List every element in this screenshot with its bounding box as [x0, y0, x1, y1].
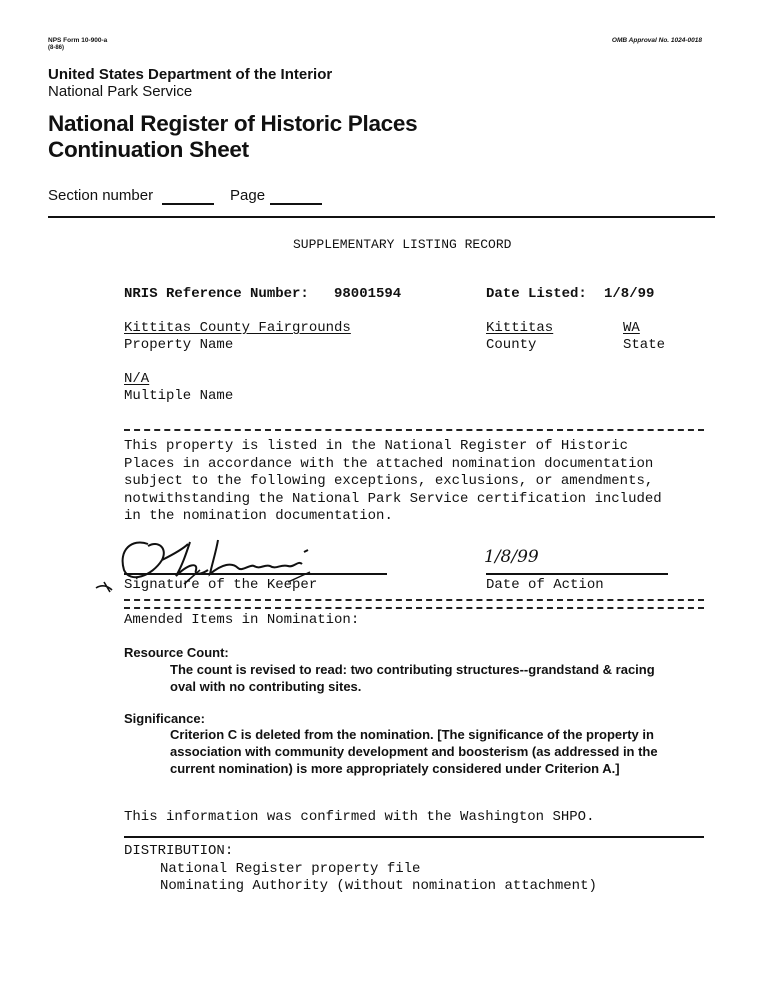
nris-label: NRIS Reference Number: — [124, 286, 309, 302]
double-dashed-divider — [124, 599, 704, 609]
distribution-rule — [124, 836, 704, 838]
property-name: Kittitas County Fairgrounds — [124, 320, 351, 336]
statement-line: notwithstanding the National Park Service certification included — [124, 491, 662, 507]
date-of-action-label: Date of Action — [486, 577, 604, 593]
resource-count-label: Resource Count: — [124, 645, 229, 660]
omb-approval: OMB Approval No. 1024-0018 — [611, 37, 702, 44]
date-listed-value: 1/8/99 — [604, 286, 655, 302]
header-rule — [48, 216, 715, 218]
resource-count-line: The count is revised to read: two contributing structures--grandstand & racing — [170, 662, 655, 677]
significance-line: association with community development and boosterism (as addressed in the — [170, 744, 658, 759]
section-number-blank — [162, 203, 214, 205]
state-value: WA — [623, 320, 640, 336]
distribution-item: National Register property file — [160, 861, 421, 877]
department-name: United States Department of the Interior — [48, 66, 333, 83]
statement-line: subject to the following exceptions, exclusions, or amendments, — [124, 473, 654, 489]
service-name: National Park Service — [48, 83, 193, 100]
significance-line: Criterion C is deleted from the nomination. [The significance of the property in — [170, 727, 654, 742]
state-label: State — [623, 337, 666, 353]
multiple-name-label: Multiple Name — [124, 388, 234, 404]
record-heading: SUPPLEMENTARY LISTING RECORD — [293, 237, 512, 252]
form-revision: (8-86) — [48, 45, 65, 51]
amended-items-heading: Amended Items in Nomination: — [124, 612, 360, 628]
page-title: National Register of Historic Places — [48, 111, 418, 136]
section-number-label: Section number — [48, 187, 154, 204]
page-label: Page — [230, 187, 266, 204]
date-listed-label: Date Listed: — [486, 286, 587, 302]
nris-value: 98001594 — [334, 286, 402, 302]
page-blank — [270, 203, 322, 205]
dashed-divider — [124, 429, 704, 431]
page-subtitle: Continuation Sheet — [48, 137, 249, 162]
county-label: County — [486, 337, 537, 353]
signature-line — [124, 573, 387, 575]
signature-label: Signature of the Keeper — [124, 577, 318, 593]
resource-count-line: oval with no contributing sites. — [170, 679, 362, 694]
significance-label: Significance: — [124, 711, 205, 726]
statement-line: This property is listed in the National Register of Historic — [124, 438, 629, 454]
significance-line: current nomination) is more appropriately considered under Criterion A.] — [170, 761, 620, 776]
multiple-name-value: N/A — [124, 371, 150, 387]
distribution-heading: DISTRIBUTION: — [124, 843, 234, 859]
county-value: Kittitas — [486, 320, 554, 336]
property-name-label: Property Name — [124, 337, 234, 353]
form-number: NPS Form 10-900-a — [48, 37, 108, 44]
date-of-action-line — [486, 573, 668, 575]
confirmation-text: This information was confirmed with the Washington SHPO. — [124, 809, 595, 825]
statement-line: in the nomination documentation. — [124, 508, 393, 524]
statement-line: Places in accordance with the attached nomination documentation — [124, 456, 654, 472]
date-of-action-handwritten: 1/8/99 — [484, 547, 539, 567]
distribution-item: Nominating Authority (without nomination attachment) — [160, 878, 597, 894]
